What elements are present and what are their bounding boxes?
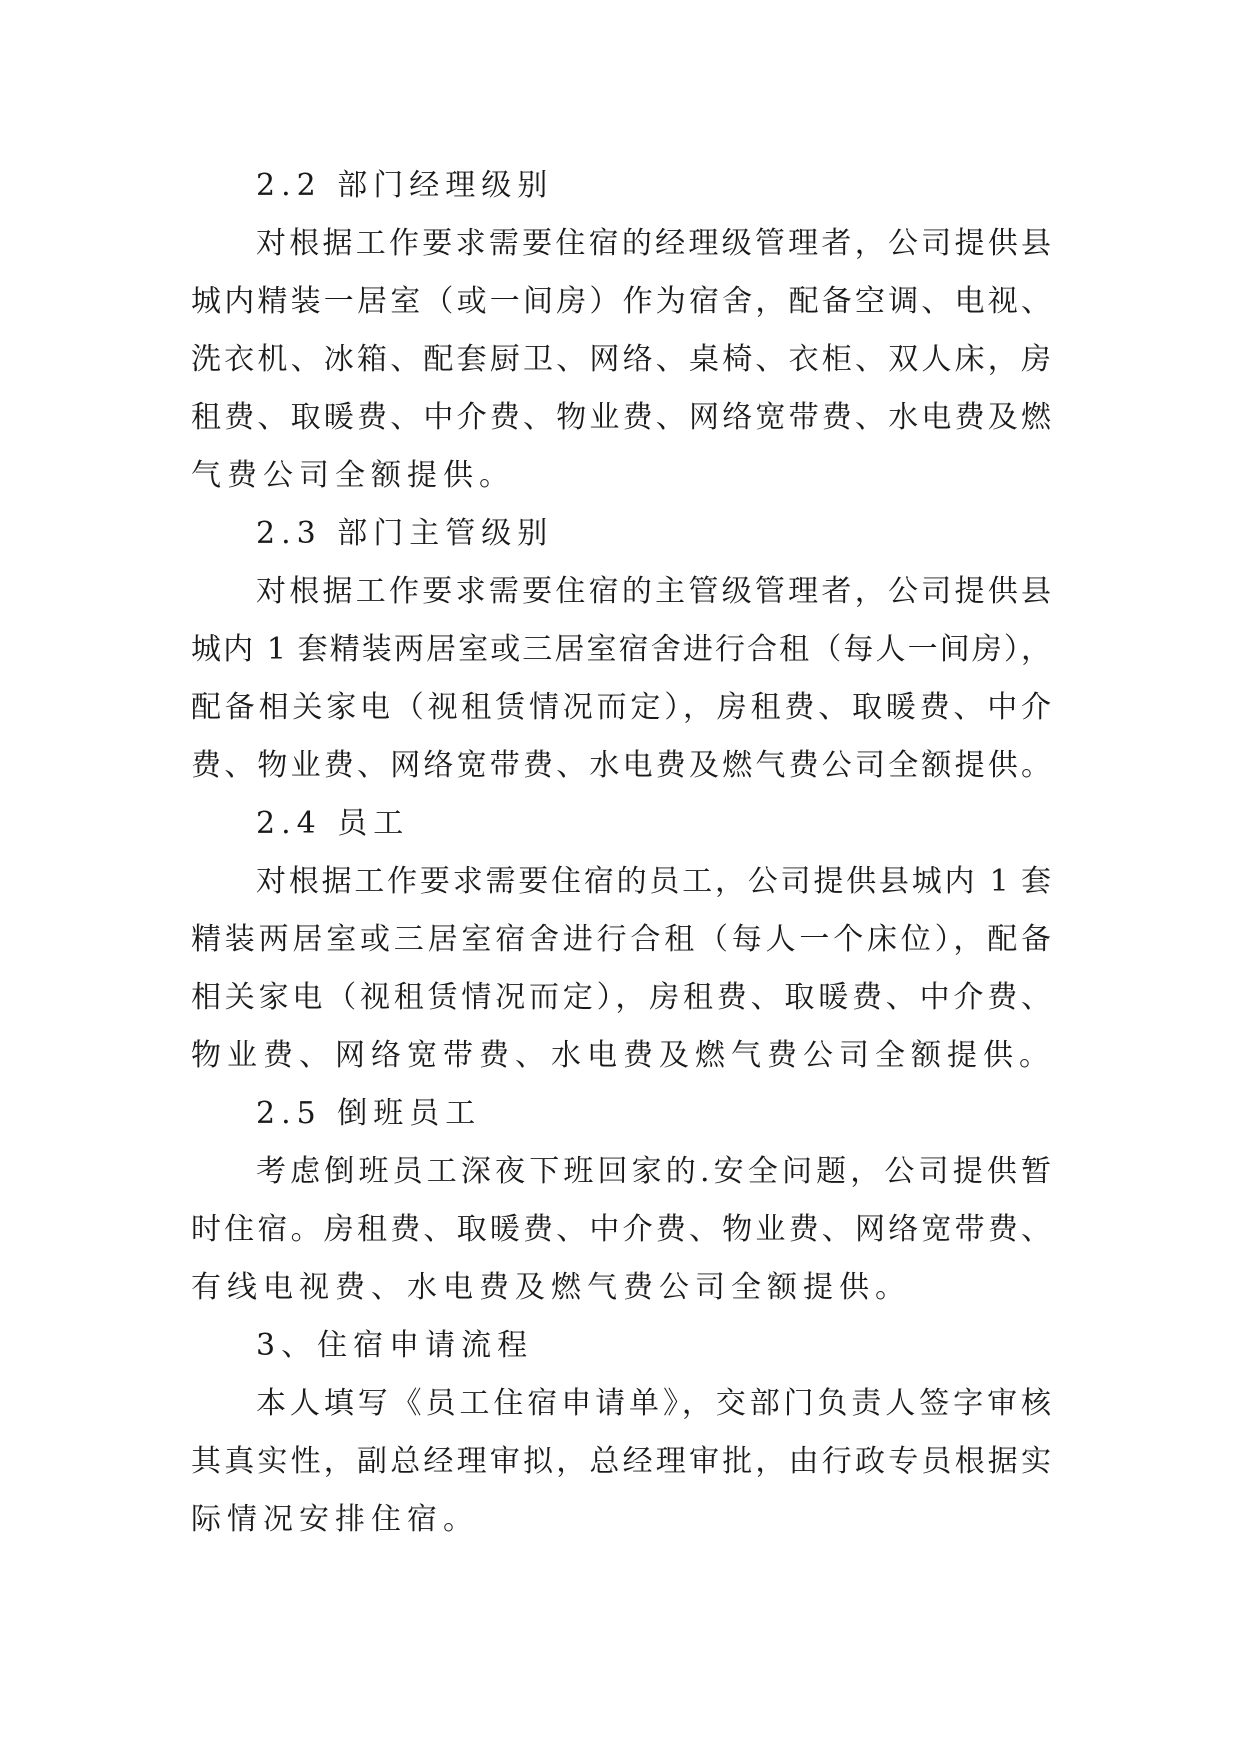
section-heading-2-2: 2.2 部门经理级别 xyxy=(256,168,554,203)
paragraph-line: 有线电视费、水电费及燃气费公司全额提供。 xyxy=(191,1270,911,1305)
paragraph-line: 配备相关家电（视租赁情况而定），房租费、取暖费、中介 xyxy=(191,690,1051,725)
paragraph-line: 对根据工作要求需要住宿的主管级管理者，公司提供县 xyxy=(256,574,1051,609)
document-body xyxy=(191,157,1055,1549)
paragraph-line: 相关家电（视租赁情况而定），房租费、取暖费、中介费、 xyxy=(191,980,1051,1015)
paragraph-line: 物业费、网络宽带费、水电费及燃气费公司全额提供。 xyxy=(191,1038,1055,1073)
paragraph-line: 对根据工作要求需要住宿的经理级管理者，公司提供县 xyxy=(256,226,1051,261)
paragraph-line: 租费、取暖费、中介费、物业费、网络宽带费、水电费及燃 xyxy=(191,400,1051,435)
paragraph-line: 时住宿。房租费、取暖费、中介费、物业费、网络宽带费、 xyxy=(191,1212,1051,1247)
paragraph-line: 城内精装一居室（或一间房）作为宿舍，配备空调、电视、 xyxy=(191,284,1051,319)
section-heading-2-4: 2.4 员工 xyxy=(256,806,410,841)
paragraph-line: 城内 1 套精装两居室或三居室宿舍进行合租（每人一间房）， xyxy=(191,632,1051,667)
paragraph-line: 对根据工作要求需要住宿的员工，公司提供县城内 1 套 xyxy=(256,864,1051,899)
paragraph-line: 费、物业费、网络宽带费、水电费及燃气费公司全额提供。 xyxy=(191,748,1051,783)
paragraph-line: 其真实性，副总经理审拟，总经理审批，由行政专员根据实 xyxy=(191,1444,1051,1479)
section-heading-2-3: 2.3 部门主管级别 xyxy=(256,516,554,551)
paragraph-line: 考虑倒班员工深夜下班回家的.安全问题，公司提供暂 xyxy=(256,1154,1051,1189)
paragraph-line: 本人填写《员工住宿申请单》，交部门负责人签字审核 xyxy=(256,1386,1051,1421)
section-heading-2-5: 2.5 倒班员工 xyxy=(256,1096,482,1131)
paragraph-line: 洗衣机、冰箱、配套厨卫、网络、桌椅、衣柜、双人床，房 xyxy=(191,342,1051,377)
paragraph-line: 际情况安排住宿。 xyxy=(191,1502,479,1537)
paragraph-line: 气费公司全额提供。 xyxy=(191,458,515,493)
paragraph-line: 精装两居室或三居室宿舍进行合租（每人一个床位），配备 xyxy=(191,922,1051,957)
section-heading-3: 3、住宿申请流程 xyxy=(256,1328,534,1363)
